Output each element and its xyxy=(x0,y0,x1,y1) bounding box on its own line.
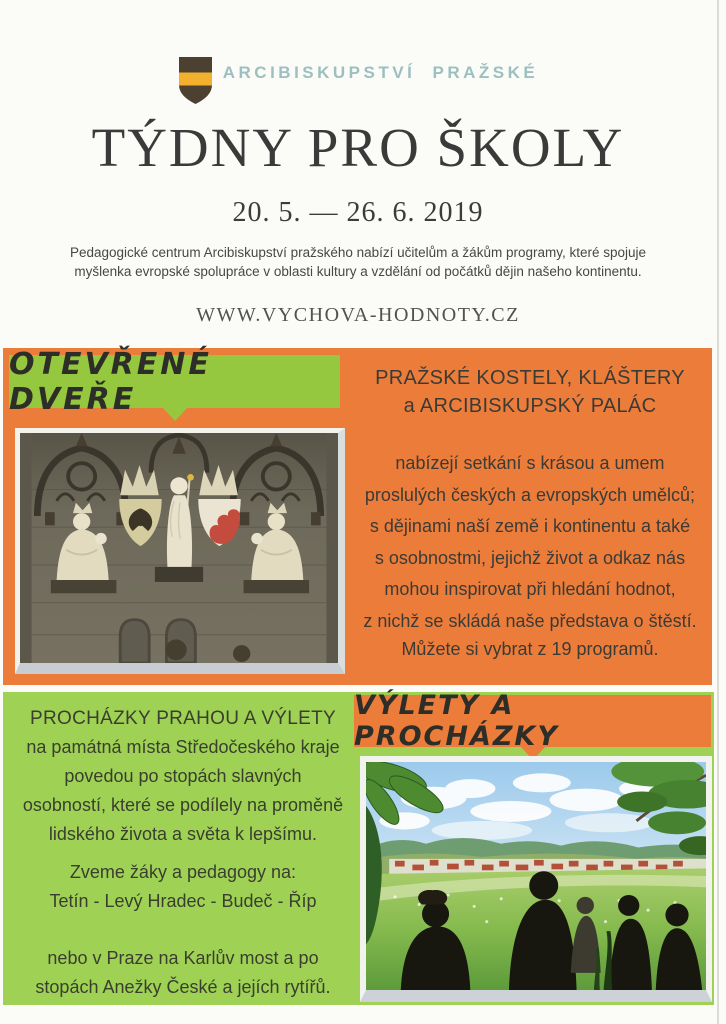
open-doors-body-line: nabízejí setkání s krásou a umem xyxy=(395,453,665,473)
open-doors-body-line: z nichž se skládá naše představa o štěstí. xyxy=(363,610,697,631)
prague-line-1: nebo v Praze na Karlův most a po xyxy=(47,948,319,968)
trips-body-line: osobností, které se podílely na proměně xyxy=(22,795,344,815)
open-doors-section xyxy=(3,348,712,685)
trips-heading: PROCHÁZKY PRAHOU A VÝLETY xyxy=(30,708,336,729)
website-url: WWW.VYCHOVA-HODNOTY.CZ xyxy=(196,304,520,326)
org-name: ARCIBISKUPSTVÍ PRAŽSKÉ xyxy=(222,63,539,82)
intro-paragraph xyxy=(0,243,716,281)
scan-edge-line xyxy=(717,0,719,1024)
open-doors-heading-line-2: a ARCIBISKUPSKÝ PALÁC xyxy=(403,395,657,417)
intro-line-1: Pedagogické centrum Arcibiskupství pražského nabízí učitelům a žákům programy, které spojuje xyxy=(69,245,647,260)
open-doors-body xyxy=(350,448,710,637)
trips-label: VÝLETY A PROCHÁZKY xyxy=(354,695,711,747)
open-doors-body-line: proslulých českých a evropských umělců; xyxy=(364,484,696,505)
archdiocese-shield-icon xyxy=(178,56,213,105)
open-doors-body-line: mohou inspirovat při hledání hodnot, xyxy=(384,579,676,599)
open-doors-label: OTEVŘENÉ DVEŘE xyxy=(9,355,340,408)
trips-text-column xyxy=(9,704,357,1002)
statues-photo-illustration xyxy=(20,433,338,663)
open-doors-body-line: s dějinami naší země i kontinentu a také xyxy=(369,516,691,536)
countryside-photo xyxy=(360,756,712,1002)
trips-body-line: na památná místa Středočeského kraje xyxy=(26,737,340,757)
intro-line-2: myšlenka evropské spolupráce v oblasti kultury a vzdělání od počátků dějin našeho kontinentu. xyxy=(74,264,642,279)
header-logo xyxy=(0,56,716,105)
date-range: 20. 5. — 26. 6. 2019 xyxy=(232,197,484,228)
open-doors-heading xyxy=(350,364,710,420)
open-doors-body-line: s osobnostmi, jejichž život a odkaz nás xyxy=(374,547,686,568)
trips-body-line: povedou po stopách slavných xyxy=(64,766,302,786)
trips-section xyxy=(3,692,714,1005)
open-doors-heading-line-1: PRAŽSKÉ KOSTELY, KLÁŠTERY xyxy=(375,367,685,389)
invite-line-2: Tetín - Levý Hradec - Budeč - Říp xyxy=(49,891,317,911)
trips-body-line: lidského života a světa k lepšímu. xyxy=(48,824,318,844)
prague-line-2: stopách Anežky České a jejích rytířů. xyxy=(35,977,331,997)
invite-line-1: Zveme žáky a pedagogy na: xyxy=(69,862,297,882)
page-title: TÝDNY PRO ŠKOLY xyxy=(91,117,625,178)
statues-photo xyxy=(15,428,345,674)
countryside-photo-illustration xyxy=(366,762,706,990)
programs-note: Můžete si vybrat z 19 programů. xyxy=(401,639,659,659)
